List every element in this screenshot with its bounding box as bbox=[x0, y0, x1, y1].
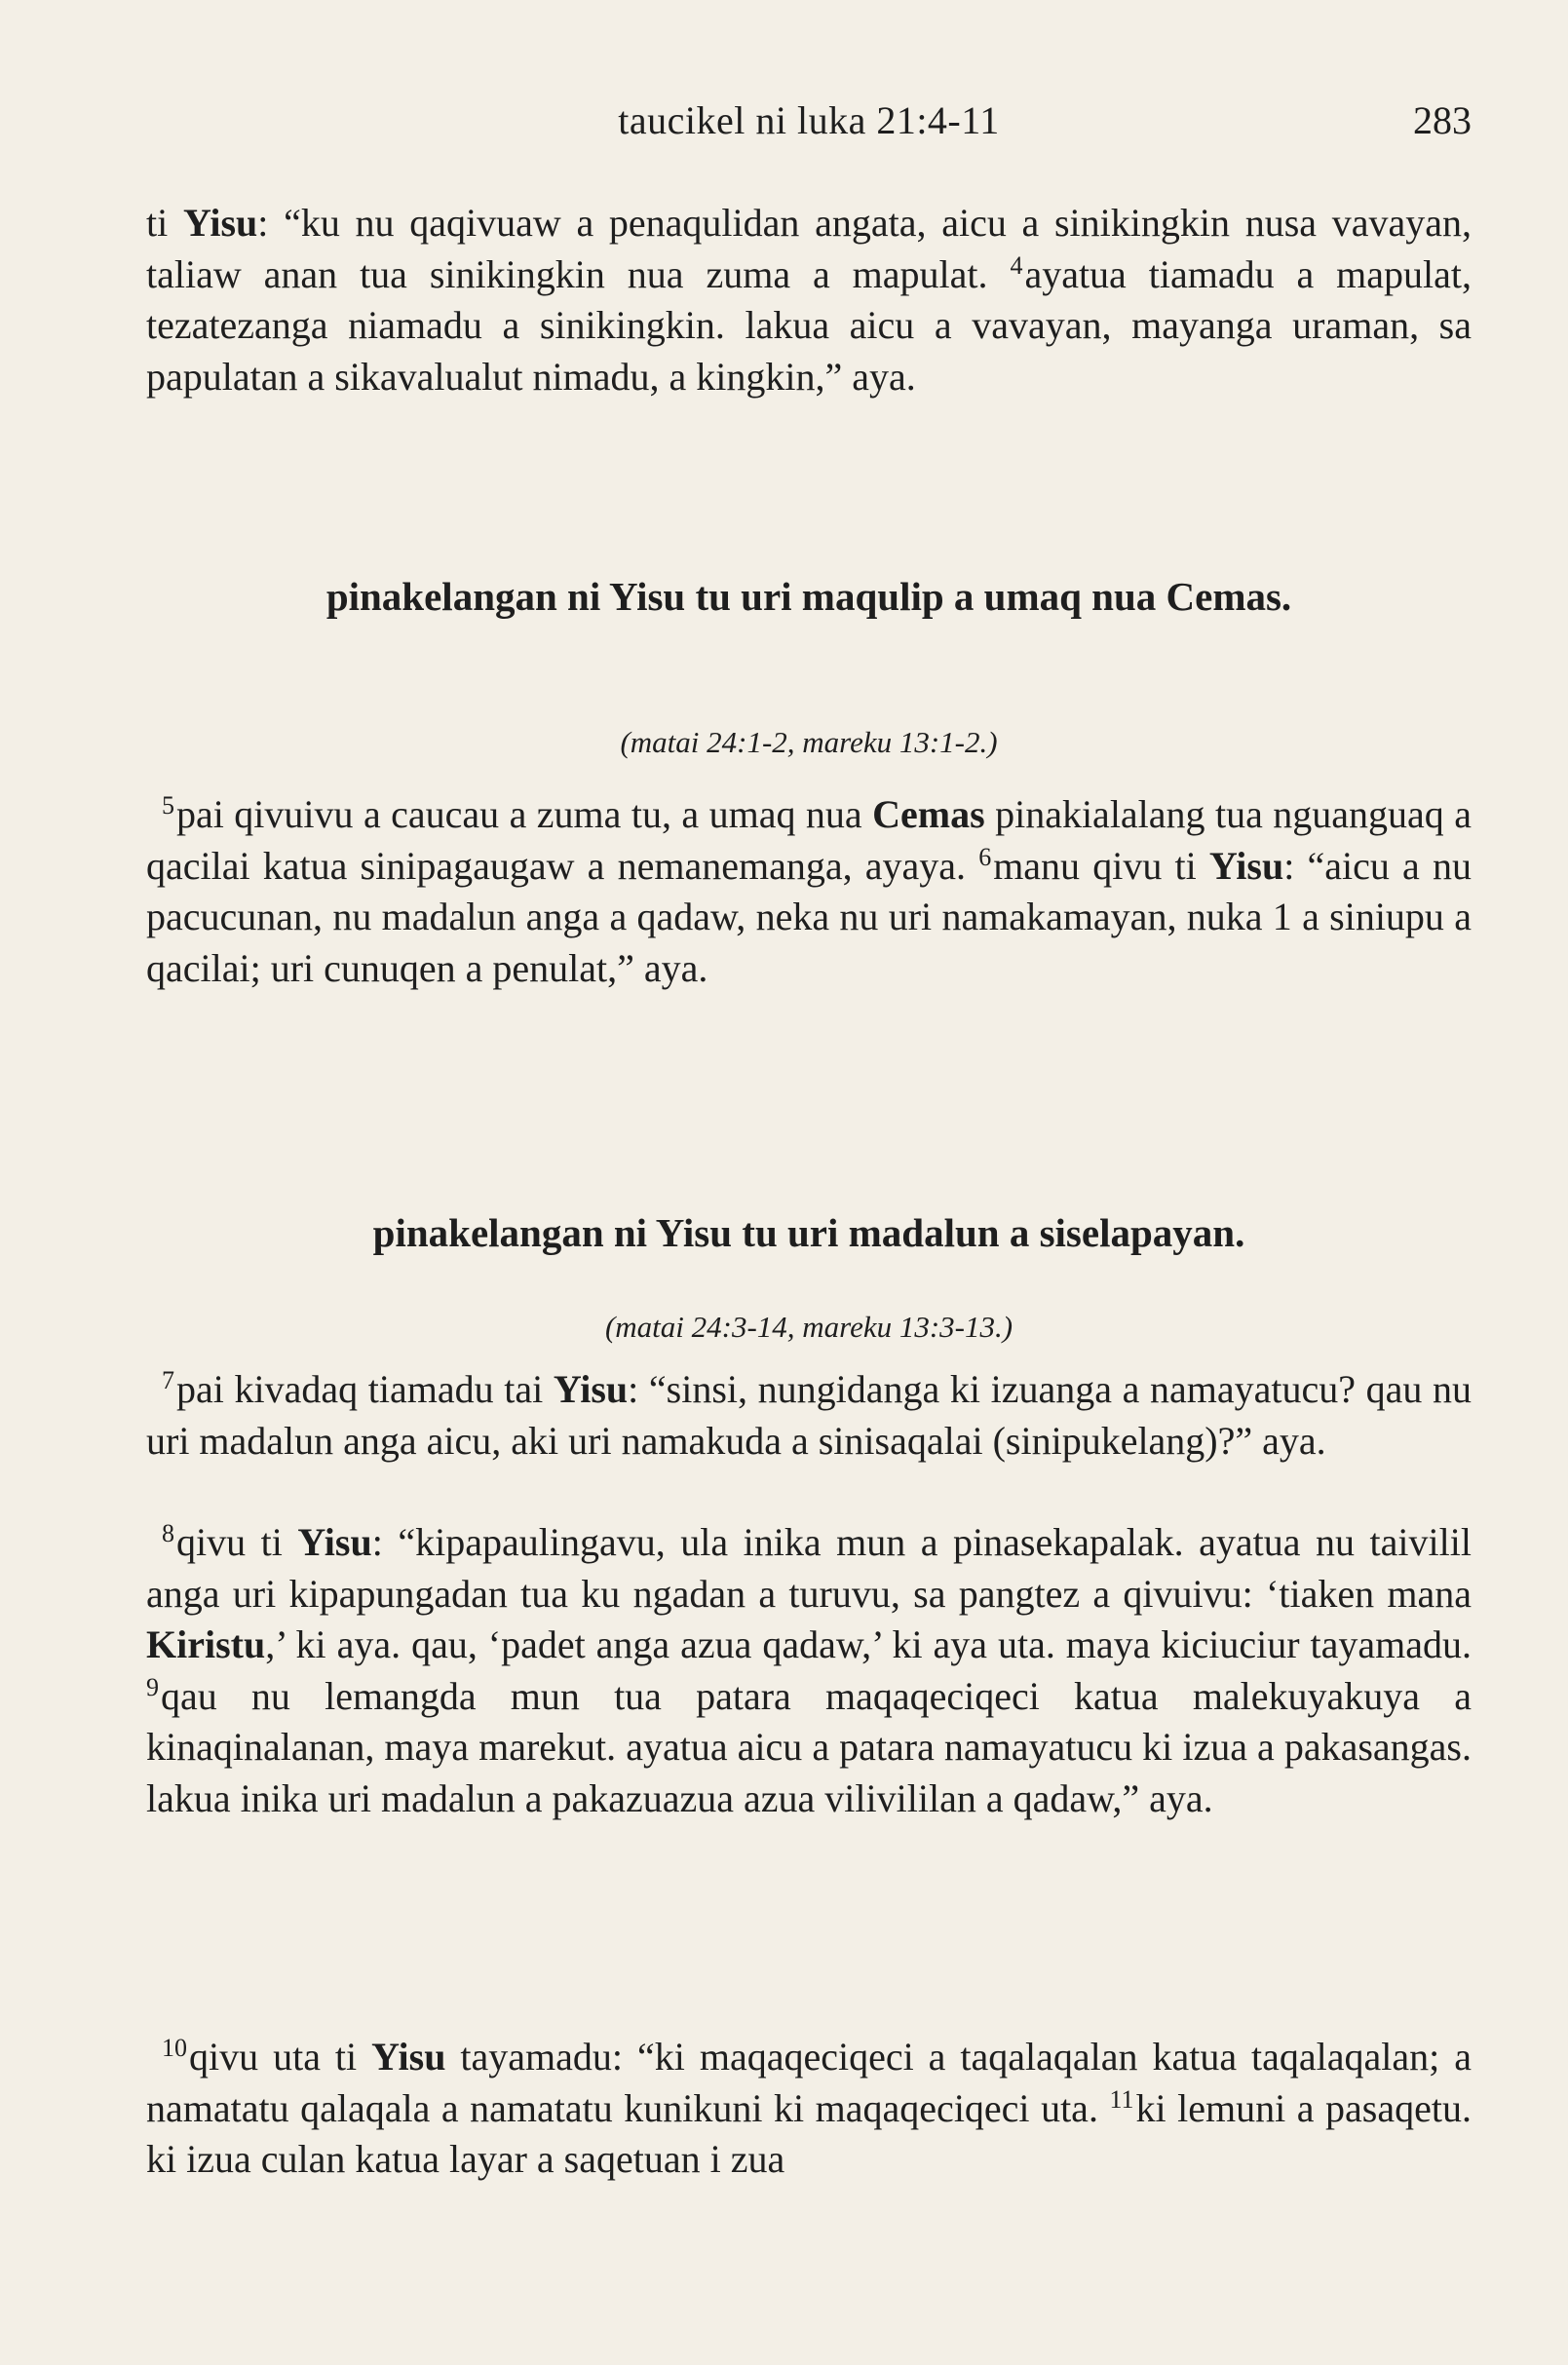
verse-number: 4 bbox=[1010, 250, 1023, 280]
cross-reference: (matai 24:1-2, mareku 13:1-2.) bbox=[620, 725, 998, 759]
name-yisu: Yisu bbox=[371, 2035, 446, 2079]
running-head-title: taucikel ni luka 21:4-11 bbox=[618, 98, 1000, 142]
text-run: ,’ ki aya. qau, ‘padet anga azua qadaw,’ ki aya uta. maya kiciuciur tayamadu. bbox=[265, 1622, 1472, 1667]
name-cemas: Cemas bbox=[872, 792, 985, 836]
name-yisu: Yisu bbox=[1208, 843, 1284, 888]
text-run: tayamadu: “ki maqaqeciqeci a taqalaqalan katua taqalaqalan; a namatatu qalaqala a namatatu kunikuni ki maqaqeciqeci uta. bbox=[146, 2035, 1472, 2130]
paragraph-continuation bbox=[146, 198, 1472, 402]
text-run: pinakialalang tua nguanguaq a qacilai katua sinipagaugaw a nemanemanga, ayaya. bbox=[146, 792, 1472, 888]
verse-number: 7 bbox=[162, 1366, 174, 1394]
name-yisu: Yisu bbox=[182, 201, 258, 245]
text-run: : “kipapaulingavu, ula inika mun a pinasekapalak. ayatua nu taivilil anga uri kipapungadan tua ku ngadan a turuvu, sa pangtez a qivuivu: ‘tiaken mana bbox=[146, 1520, 1472, 1616]
text-run: qivu ti bbox=[176, 1520, 298, 1564]
text-run: : “sinsi, nungidanga ki izuanga a namayatucu? qau nu uri madalun anga aicu, aki uri namakuda a sinisaqalai (sinipukelang)?” aya. bbox=[146, 1367, 1472, 1463]
section-heading: pinakelangan ni Yisu tu uri madalun a siselapayan. bbox=[372, 1210, 1245, 1255]
running-head bbox=[146, 97, 1472, 156]
paragraph-verse-7 bbox=[146, 1364, 1472, 1467]
paragraph-verse-8 bbox=[146, 1517, 1472, 1825]
name-yisu: Yisu bbox=[297, 1520, 372, 1564]
page-number: 283 bbox=[1413, 98, 1472, 142]
verse-number: 10 bbox=[162, 2034, 187, 2062]
text-run: ti bbox=[146, 201, 183, 245]
name-yisu: Yisu bbox=[553, 1367, 629, 1411]
text-run: pai qivuivu a caucau a zuma tu, a umaq nua bbox=[176, 792, 873, 836]
paragraph-verse-5 bbox=[146, 789, 1472, 994]
verse-number: 5 bbox=[162, 791, 174, 820]
text-run: : “aicu a nu pacucunan, nu madalun anga a qadaw, neka nu uri namakamayan, nuka 1 a siniupu a qacilai; uri cunuqen a penulat,” aya. bbox=[146, 843, 1472, 990]
text-run: ayatua tiamadu a mapulat, tezatezanga niamadu a sinikingkin. lakua aicu a vavayan, mayanga uraman, sa papulatan a sikavalualut nimadu, a kingkin,” aya. bbox=[146, 251, 1472, 399]
verse-number: 11 bbox=[1109, 2084, 1134, 2114]
verse-number: 9 bbox=[146, 1672, 159, 1701]
verse-number: 8 bbox=[162, 1519, 174, 1547]
cross-reference: (matai 24:3-14, mareku 13:3-13.) bbox=[604, 1310, 1013, 1344]
paragraph-verse-10 bbox=[146, 2032, 1472, 2186]
book-page bbox=[146, 0, 1472, 2365]
text-run: ki lemuni a pasaqetu. ki izua culan katua layar a saqetuan i zua bbox=[146, 2085, 1472, 2182]
text-run: manu qivu ti bbox=[993, 843, 1209, 888]
verse-number: 6 bbox=[978, 842, 992, 871]
name-kiristu: Kiristu bbox=[146, 1622, 266, 1667]
section-heading: pinakelangan ni Yisu tu uri maqulip a umaq nua Cemas. bbox=[325, 574, 1292, 619]
text-run: pai kivadaq tiamadu tai bbox=[176, 1367, 554, 1411]
text-run: qivu uta ti bbox=[189, 2035, 372, 2079]
text-run: : “ku nu qaqivuaw a penaqulidan angata, aicu a sinikingkin nusa vavayan, taliaw anan tua sinikingkin nua zuma a mapulat. bbox=[146, 201, 1472, 296]
text-run: qau nu lemangda mun tua patara maqaqeciqeci katua malekuyakuya a kinaqinalanan, maya marekut. ayatua aicu a patara namayatucu ki izua a pakasangas. lakua inika uri madalun a pakazuazua azua vilivililan a qadaw,” aya. bbox=[146, 1673, 1472, 1820]
